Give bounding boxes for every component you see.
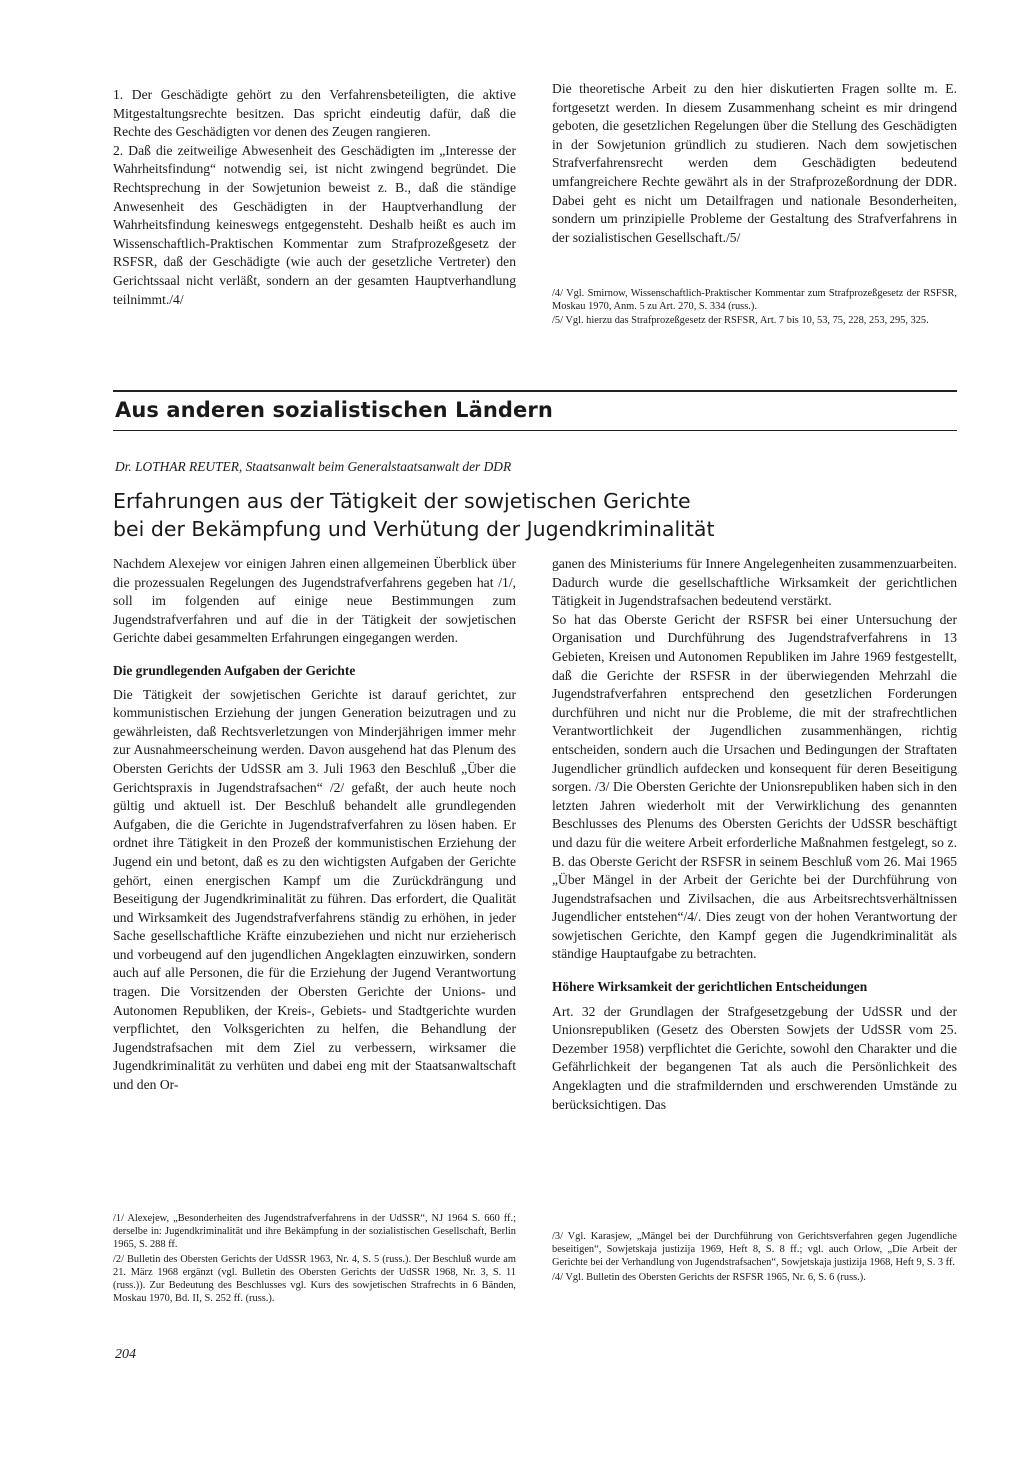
footnote: /5/ Vgl. hierzu das Strafprozeßgesetz der RSFSR, Art. 7 bis 10, 53, 75, 228, 253, 295, 325. (552, 315, 929, 327)
footnotes-right (552, 1230, 957, 1285)
paragraph: 2. Daß die zeitweilige Abwesenheit des Geschädigten im „Interesse der Wahrheitsfindung“ notwendig sei, ist nicht zwingend begründet. Die Rechtsprechung in der Sowjetunion beweist z. B., daß die ständige Anwesenheit des Geschädigten in der Hauptverhandlung der Wahrheitsfindung keineswegs entgegensteht. Deshalb heißt es auch im Wissenschaftlich-Praktischen Kommentar zum Strafprozeßgesetz der RSFSR, daß der Geschädigte (wie auch der gesetzliche Vertreter) den Gerichtssaal nicht verläßt, sondern an der gesamten Hauptverhandlung teilnimmt./4/ (113, 142, 516, 307)
footnote: /4/ Vgl. Smirnow, Wissenschaftlich-Praktischer Kommentar zum Strafprozeßgesetz der RSFSR, Moskau 1970, Anm. 5 zu Art. 270, S. 334 (russ.). (552, 288, 957, 313)
author-line: Dr. LOTHAR REUTER, Staatsanwalt beim Generalstaatsanwalt der DDR (115, 459, 512, 474)
article-left-column (113, 555, 516, 1176)
section-title: Aus anderen sozialistischen Ländern (115, 398, 553, 422)
paragraph: So hat das Oberste Gericht der RSFSR bei einer Untersuchung der Organisation und Durchführung des Jugendstrafverfahrens in 13 Gebieten, Kreisen und Autonomen Republiken im Jahre 1969 festgestellt, daß die Gerichte der RSFSR in der überwiegenden Mehrzahl die Jugendstrafverfahren entsprechend den gesetzlichen Forderungen durchführen und nicht nur die Probleme, die mit der strafrechtlichen Verantwortlichkeit der Jugendlichen zusammenhängen, richtig entscheiden, sondern auch die Ursachen und Bedingungen der Straftaten Jugendlicher gründlich aufdecken und konsequent für deren Beseitigung sorgen. /3/ Die Obersten Gerichte der Unionsrepubliken haben sich in den letzten Jahren wiederholt mit der Verwirklichung des genannten Beschlusses des Plenums des Obersten Gerichts der UdSSR beschäftigt und dazu für die weitere Arbeit erforderliche Maßnahmen festgelegt, so z. B. das Oberste Gericht der RSFSR in seinem Beschluß vom 26. Mai 1965 „Über Mängel in der Arbeit der Gerichte bei der Durchführung von Jugendstrafsachen und Zivilsachen, die aus Arbeitsrechtsverhältnissen Jugendlicher entstehen“/4/. Dies zeugt von der hohen Verantwortung der sowjetischen Gerichte, den Kampf gegen die Jugendkriminalität als ständige Hauptaufgabe zu betrachten. (552, 611, 957, 962)
top-footnotes (552, 287, 957, 329)
paragraph: Art. 32 der Grundlagen der Strafgesetzgebung der UdSSR und der Unionsrepubliken (Gesetz des Obersten Sowjets der UdSSR vom 25. Dezember 1958) verpflichtet die Gerichte, sowohl den Charakter und die Gefährlichkeit der begangenen Tat als auch die Persönlichkeit des Angeklagten und die strafmildernden und erschwerenden Umstände zu berücksichtigen. Das (552, 1003, 957, 1112)
article-title-line: Erfahrungen aus der Tätigkeit der sowjetischen Gerichte (113, 489, 691, 513)
paragraph: Die theoretische Arbeit zu den hier diskutierten Fragen sollte m. E. fortgesetzt werden. In diesem Zusammenhang scheint es mir dringend geboten, die gesetzlichen Regelungen über die Stellung des Geschädigten in der Sowjetunion gründlich zu studieren. Nach dem sowjetischen Strafverfahrensrecht werden dem Geschädigten bedeutend umfangreichere Rechte gewährt als in der Strafprozeßordnung der DDR. Dabei geht es nicht um Detailfragen und nationale Besonderheiten, sondern um prinzipielle Probleme der Gestaltung des Strafverfahrens in der sozialistischen Gesellschaft./5/ (552, 81, 957, 245)
top-left-column (113, 86, 516, 309)
subheading: Die grundlegenden Aufgaben der Gerichte (113, 662, 356, 678)
footnote: /1/ Alexejew, „Besonderheiten des Jugendstrafverfahrens in der UdSSR“, NJ 1964 S. 660 ff.; derselbe in: Jugendkriminalität und ihre Bekämpfung in der sozialistischen Gesellschaft, Berlin 1965, S. 288 ff. (113, 1213, 516, 1251)
article-title-line: bei der Bekämpfung und Verhütung der Jugendkriminalität (113, 517, 715, 541)
paragraph: Die Tätigkeit der sowjetischen Gerichte ist darauf gerichtet, zur kommunistischen Erziehung der jungen Generation beizutragen und zu gewährleisten, daß Rechtsverletzungen von Minderjährigen immer mehr zur Ausnahmeerscheinung werden. Davon ausgehend hat das Plenum des Obersten Gerichts der UdSSR am 3. Juli 1963 den Beschluß „Über die Gerichtspraxis in Jugendstrafsachen“ /2/ gefaßt, der auch heute noch gültig und aktuell ist. Der Beschluß behandelt alle grundlegenden Aufgaben, die die Gerichte in Jugendstrafverfahren zu lösen haben. Er ordnet ihre Tätigkeit in den Prozeß der kommunistischen Erziehung der Jugend ein und betont, daß es zu den wichtigsten Aufgaben der Gerichte gehört, einen energischen Kampf um die Zurückdrängung und Beseitigung der Jugendkriminalität zu führen. Das erfordert, die Qualität und Wirksamkeit des Jugendstrafverfahrens ständig zu erhöhen, in jeder Sache gesellschaftliche Kräfte einzubeziehen und nicht nur erzieherisch und vorbeugend auf den jugendlichen Angeklagten einzuwirken, sondern auch auf alle Personen, die für die Erziehung der Jugend Verantwortung tragen. Die Vorsitzenden der Obersten Gerichte der Unions- und Autonomen Republiken, der Kreis-, Gebiets- und Stadtgerichte wurden verpflichtet, den Volksgerichten zu helfen, die Behandlung der Jugendstrafsachen mit dem Ziel zu verbessern, wirksamer die Jugendkriminalität zu verhüten und dabei eng mit der Staatsanwaltschaft und den Or- (113, 686, 516, 1093)
footnote: /3/ Vgl. Karasjew, „Mängel bei der Durchführung von Gerichtsverfahren gegen Jugendliche beseitigen“, Sowjetskaja justizija 1969, Heft 8, S. 8 ff.; vgl. auch Orlow, „Die Arbeit der Gerichte bei der Verhandlung von Jugendstrafsachen“, Sowjetskaja justizija 1968, Heft 9, S. 3 ff. (552, 1231, 957, 1269)
intro-paragraph: Nachdem Alexejew vor einigen Jahren einen allgemeinen Überblick über die prozessualen Regelungen des Jugendstrafverfahrens gegeben hat /1/, soll im folgenden auf einige neue Bestimmungen zum Jugendstrafverfahren und auf die in der Tätigkeit der sowjetischen Gerichte dabei gesammelten Erfahrungen eingegangen werden. (113, 556, 516, 646)
article-right-column (552, 555, 957, 1114)
subheading: Höhere Wirksamkeit der gerichtlichen Entscheidungen (552, 979, 868, 995)
top-right-column (552, 80, 957, 247)
page-number: 204 (115, 1347, 136, 1362)
article-title (113, 487, 953, 543)
footnote: /2/ Bulletin des Obersten Gerichts der UdSSR 1963, Nr. 4, S. 5 (russ.). Der Beschluß wurde am 21. März 1968 ergänzt (vgl. Bulletin des Obersten Gerichts der UdSSR 1968, Nr. 3, S. 11 (russ.)). Zur Bedeutung des Beschlusses vgl. Kurs des sowjetischen Strafrechts in 6 Bänden, Moskau 1970, Bd. II, S. 252 ff. (russ.). (113, 1253, 516, 1305)
footnote: /4/ Vgl. Bulletin des Obersten Gerichts der RSFSR 1965, Nr. 6, S. 6 (russ.). (552, 1271, 866, 1283)
section-rule-top (113, 390, 957, 392)
section-rule-bottom (113, 430, 957, 431)
paragraph-continued: ganen des Ministeriums für Innere Angelegenheiten zusammenzuarbeiten. Dadurch wurde die gesellschaftliche Wirksamkeit der gerichtlichen Tätigkeit in Jugendstrafsachen bedeutend verstärkt. (552, 556, 957, 609)
paragraph: 1. Der Geschädigte gehört zu den Verfahrensbeteiligten, die aktive Mitgestaltungsrechte besitzen. Das spricht eindeutig dafür, daß die Rechte des Geschädigten vor denen des Zeugen rangieren. (113, 87, 516, 140)
footnotes-left (113, 1212, 516, 1306)
